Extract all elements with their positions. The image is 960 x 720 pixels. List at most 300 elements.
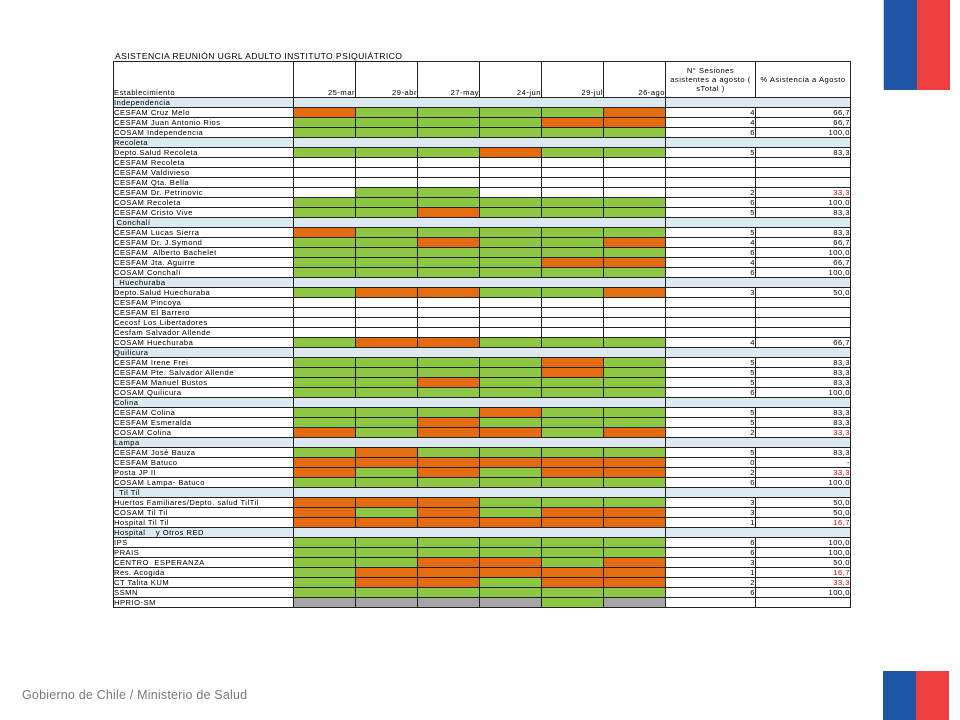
attendance-cell	[294, 588, 356, 598]
attendance-percent: 83,3	[756, 378, 851, 388]
attendance-cell	[294, 408, 356, 418]
attendance-cell	[542, 568, 604, 578]
attendance-cell	[542, 328, 604, 338]
attendance-cell	[542, 508, 604, 518]
attendance-cell	[542, 288, 604, 298]
attendance-percent: 83,3	[756, 368, 851, 378]
table-row	[114, 238, 851, 248]
establishment-name: COSAM Lampa- Batuco	[114, 478, 294, 488]
attendance-cell	[604, 338, 666, 348]
table-row	[114, 368, 851, 378]
attendance-cell	[356, 578, 418, 588]
group-row	[114, 98, 851, 108]
attendance-cell	[480, 358, 542, 368]
attendance-cell	[294, 268, 356, 278]
attendance-cell	[542, 458, 604, 468]
attendance-cell	[294, 168, 356, 178]
attendance-cell	[604, 508, 666, 518]
attendance-cell	[356, 518, 418, 528]
attendance-percent: 100,0	[756, 128, 851, 138]
attendance-cell	[294, 128, 356, 138]
attendance-cell	[480, 168, 542, 178]
attendance-cell	[294, 228, 356, 238]
group-row	[114, 528, 851, 538]
establishment-name: CENTRO ESPERANZA	[114, 558, 294, 568]
sessions-count: 6	[666, 388, 756, 398]
attendance-cell	[294, 308, 356, 318]
attendance-cell	[294, 288, 356, 298]
establishment-name: CESFAM Pincoya	[114, 298, 294, 308]
sessions-count: 5	[666, 448, 756, 458]
attendance-cell	[604, 578, 666, 588]
attendance-cell	[480, 598, 542, 608]
attendance-percent	[756, 308, 851, 318]
sessions-count: 5	[666, 228, 756, 238]
attendance-cell	[542, 428, 604, 438]
chile-flag-stripe-bottom	[883, 671, 949, 720]
establishment-name: CESFAM Batuco	[114, 458, 294, 468]
attendance-percent: 66,7	[756, 118, 851, 128]
table-row	[114, 418, 851, 428]
header-sessions: N° Sesiones asistentes a agosto ( sTotal )	[666, 62, 756, 98]
attendance-percent	[756, 318, 851, 328]
attendance-cell	[356, 118, 418, 128]
table-row	[114, 538, 851, 548]
group-name: Lampa	[114, 438, 294, 448]
attendance-cell	[480, 328, 542, 338]
attendance-percent: 83,3	[756, 148, 851, 158]
attendance-cell	[356, 498, 418, 508]
attendance-cell	[480, 148, 542, 158]
attendance-cell	[604, 558, 666, 568]
sessions-count: 5	[666, 408, 756, 418]
attendance-cell	[604, 318, 666, 328]
attendance-cell	[604, 388, 666, 398]
table-row	[114, 158, 851, 168]
attendance-cell	[294, 428, 356, 438]
attendance-cell	[418, 248, 480, 258]
attendance-percent: 100,0	[756, 588, 851, 598]
attendance-cell	[356, 198, 418, 208]
attendance-cell	[542, 318, 604, 328]
attendance-cell	[604, 568, 666, 578]
attendance-cell	[480, 338, 542, 348]
attendance-cell	[604, 178, 666, 188]
table-row	[114, 328, 851, 338]
attendance-cell	[356, 338, 418, 348]
attendance-cell	[418, 568, 480, 578]
attendance-cell	[480, 428, 542, 438]
attendance-cell	[604, 198, 666, 208]
establishment-name: CESFAM Irene Frei	[114, 358, 294, 368]
attendance-cell	[604, 548, 666, 558]
attendance-cell	[542, 228, 604, 238]
sessions-count	[666, 298, 756, 308]
establishment-name: CESFAM Lucas Sierra	[114, 228, 294, 238]
sessions-count: 3	[666, 288, 756, 298]
attendance-cell	[356, 318, 418, 328]
attendance-cell	[418, 458, 480, 468]
sessions-count: 6	[666, 248, 756, 258]
table-row	[114, 598, 851, 608]
attendance-cell	[480, 448, 542, 458]
attendance-cell	[418, 128, 480, 138]
group-name: Recoleta	[114, 138, 294, 148]
sessions-count: 1	[666, 518, 756, 528]
sessions-count	[666, 598, 756, 608]
group-row	[114, 348, 851, 358]
attendance-cell	[418, 548, 480, 558]
establishment-name: COSAM Til Til	[114, 508, 294, 518]
establishment-name: COSAM Huechuraba	[114, 338, 294, 348]
establishment-name: Huertos Familiares/Depto. salud TilTil	[114, 498, 294, 508]
group-name: Colina	[114, 398, 294, 408]
attendance-percent: 83,3	[756, 408, 851, 418]
attendance-cell	[604, 478, 666, 488]
attendance-cell	[480, 368, 542, 378]
attendance-cell	[480, 228, 542, 238]
table-row	[114, 558, 851, 568]
sessions-count: 5	[666, 368, 756, 378]
establishment-name: HPRIO-SM	[114, 598, 294, 608]
group-spacer	[666, 528, 851, 538]
sessions-count: 2	[666, 188, 756, 198]
attendance-percent: 100,0	[756, 388, 851, 398]
attendance-cell	[294, 248, 356, 258]
attendance-cell	[356, 558, 418, 568]
attendance-cell	[418, 188, 480, 198]
header-date: 27-may	[418, 62, 480, 98]
table-row	[114, 478, 851, 488]
establishment-name: COSAM Independencia	[114, 128, 294, 138]
attendance-cell	[480, 458, 542, 468]
establishment-name: Posta JP II	[114, 468, 294, 478]
attendance-cell	[356, 408, 418, 418]
attendance-percent: 66,7	[756, 238, 851, 248]
attendance-cell	[294, 328, 356, 338]
sessions-count: 6	[666, 538, 756, 548]
attendance-cell	[356, 308, 418, 318]
sessions-count: 4	[666, 108, 756, 118]
sessions-count: 5	[666, 418, 756, 428]
attendance-percent: 50,0	[756, 508, 851, 518]
attendance-cell	[356, 548, 418, 558]
attendance-cell	[356, 108, 418, 118]
sessions-count: 5	[666, 208, 756, 218]
table-body	[114, 98, 851, 608]
attendance-cell	[356, 228, 418, 238]
attendance-cell	[294, 548, 356, 558]
attendance-cell	[356, 148, 418, 158]
attendance-cell	[542, 298, 604, 308]
group-row	[114, 438, 851, 448]
attendance-percent: 50,0	[756, 288, 851, 298]
table-row	[114, 508, 851, 518]
attendance-cell	[480, 198, 542, 208]
sessions-count: 6	[666, 128, 756, 138]
attendance-cell	[542, 108, 604, 118]
attendance-cell	[356, 568, 418, 578]
attendance-cell	[294, 118, 356, 128]
attendance-cell	[542, 468, 604, 478]
table-row	[114, 578, 851, 588]
attendance-cell	[418, 108, 480, 118]
attendance-cell	[480, 258, 542, 268]
attendance-cell	[480, 578, 542, 588]
attendance-cell	[542, 368, 604, 378]
establishment-name: CESFAM Recoleta	[114, 158, 294, 168]
attendance-cell	[480, 288, 542, 298]
attendance-cell	[294, 178, 356, 188]
attendance-cell	[542, 238, 604, 248]
header-date: 24-jun	[480, 62, 542, 98]
attendance-percent: 33,3	[756, 428, 851, 438]
establishment-name: Cesfam Salvador Allende	[114, 328, 294, 338]
attendance-cell	[356, 358, 418, 368]
table-row	[114, 288, 851, 298]
attendance-cell	[604, 428, 666, 438]
establishment-name: COSAM Conchalí	[114, 268, 294, 278]
attendance-cell	[418, 578, 480, 588]
attendance-cell	[356, 458, 418, 468]
establishment-name: Res. Acogida	[114, 568, 294, 578]
attendance-percent: 50,0	[756, 558, 851, 568]
attendance-cell	[356, 378, 418, 388]
attendance-cell	[294, 158, 356, 168]
attendance-cell	[604, 268, 666, 278]
attendance-cell	[480, 308, 542, 318]
attendance-cell	[294, 458, 356, 468]
attendance-cell	[356, 208, 418, 218]
attendance-cell	[604, 158, 666, 168]
attendance-cell	[542, 188, 604, 198]
attendance-cell	[604, 538, 666, 548]
establishment-name: CESFAM Pte. Salvador Allende	[114, 368, 294, 378]
attendance-cell	[604, 188, 666, 198]
sessions-count: 2	[666, 428, 756, 438]
sessions-count	[666, 308, 756, 318]
attendance-cell	[542, 308, 604, 318]
sessions-count	[666, 158, 756, 168]
attendance-cell	[418, 118, 480, 128]
sessions-count: 5	[666, 358, 756, 368]
attendance-percent: 66,7	[756, 338, 851, 348]
attendance-cell	[418, 308, 480, 318]
group-spacer	[294, 98, 666, 108]
attendance-cell	[418, 178, 480, 188]
establishment-name: PRAIS	[114, 548, 294, 558]
attendance-percent: 33,3	[756, 468, 851, 478]
establishment-name: CESFAM Colina	[114, 408, 294, 418]
table-row	[114, 338, 851, 348]
attendance-cell	[418, 468, 480, 478]
attendance-cell	[604, 598, 666, 608]
sessions-count	[666, 328, 756, 338]
establishment-name: CESFAM Cruz Melo	[114, 108, 294, 118]
attendance-cell	[356, 288, 418, 298]
attendance-cell	[356, 478, 418, 488]
attendance-cell	[480, 248, 542, 258]
attendance-percent: 100,0	[756, 198, 851, 208]
sessions-count: 2	[666, 578, 756, 588]
group-spacer	[294, 278, 666, 288]
attendance-percent	[756, 328, 851, 338]
attendance-cell	[294, 468, 356, 478]
attendance-cell	[604, 168, 666, 178]
attendance-cell	[542, 198, 604, 208]
attendance-percent: 33,3	[756, 188, 851, 198]
attendance-cell	[418, 508, 480, 518]
group-row	[114, 398, 851, 408]
sessions-count: 1	[666, 568, 756, 578]
establishment-name: IPS	[114, 538, 294, 548]
table-row	[114, 248, 851, 258]
attendance-percent	[756, 158, 851, 168]
attendance-percent: 83,3	[756, 228, 851, 238]
table-row	[114, 228, 851, 238]
attendance-cell	[542, 598, 604, 608]
attendance-cell	[604, 408, 666, 418]
attendance-cell	[294, 558, 356, 568]
attendance-cell	[356, 538, 418, 548]
attendance-cell	[418, 588, 480, 598]
table-row	[114, 388, 851, 398]
table-row	[114, 518, 851, 528]
header-date: 25-mar	[294, 62, 356, 98]
attendance-cell	[480, 158, 542, 168]
attendance-cell	[356, 128, 418, 138]
attendance-cell	[294, 148, 356, 158]
group-name: Quilicura	[114, 348, 294, 358]
header-date: 29-jul	[542, 62, 604, 98]
attendance-cell	[356, 178, 418, 188]
attendance-cell	[356, 368, 418, 378]
attendance-cell	[418, 378, 480, 388]
table-row	[114, 448, 851, 458]
attendance-cell	[604, 298, 666, 308]
attendance-cell	[418, 478, 480, 488]
attendance-cell	[418, 208, 480, 218]
attendance-cell	[294, 498, 356, 508]
establishment-name: CESFAM Manuel Bustos	[114, 378, 294, 388]
attendance-cell	[480, 388, 542, 398]
attendance-cell	[542, 388, 604, 398]
attendance-cell	[294, 368, 356, 378]
attendance-cell	[604, 228, 666, 238]
attendance-cell	[294, 188, 356, 198]
attendance-cell	[604, 128, 666, 138]
establishment-name: CESFAM Dr. J.Symond	[114, 238, 294, 248]
attendance-cell	[604, 208, 666, 218]
attendance-cell	[480, 538, 542, 548]
attendance-cell	[542, 248, 604, 258]
attendance-cell	[480, 188, 542, 198]
attendance-cell	[418, 598, 480, 608]
chile-flag-stripe-top	[883, 0, 950, 90]
sessions-count: 6	[666, 268, 756, 278]
attendance-cell	[480, 408, 542, 418]
group-spacer	[666, 278, 851, 288]
attendance-cell	[480, 178, 542, 188]
attendance-percent: 100,0	[756, 538, 851, 548]
attendance-cell	[542, 358, 604, 368]
attendance-cell	[542, 158, 604, 168]
attendance-cell	[542, 538, 604, 548]
attendance-cell	[356, 158, 418, 168]
attendance-cell	[480, 508, 542, 518]
sessions-count: 3	[666, 508, 756, 518]
group-name: Conchalí	[114, 218, 294, 228]
footer-text: Gobierno de Chile / Ministerio de Salud	[22, 688, 248, 702]
attendance-percent: 100,0	[756, 248, 851, 258]
attendance-percent	[756, 168, 851, 178]
group-spacer	[666, 398, 851, 408]
attendance-cell	[480, 468, 542, 478]
attendance-cell	[542, 518, 604, 528]
establishment-name: COSAM Colina	[114, 428, 294, 438]
attendance-cell	[294, 318, 356, 328]
sessions-count: 6	[666, 478, 756, 488]
attendance-cell	[480, 108, 542, 118]
establishment-name: COSAM Recoleta	[114, 198, 294, 208]
attendance-cell	[356, 328, 418, 338]
table-row	[114, 468, 851, 478]
attendance-cell	[480, 558, 542, 568]
attendance-cell	[604, 288, 666, 298]
attendance-cell	[418, 518, 480, 528]
table-row	[114, 458, 851, 468]
attendance-cell	[418, 498, 480, 508]
attendance-cell	[356, 448, 418, 458]
attendance-cell	[604, 378, 666, 388]
attendance-cell	[418, 198, 480, 208]
group-spacer	[294, 398, 666, 408]
attendance-cell	[604, 328, 666, 338]
header-establishment: Establecimiento	[114, 62, 294, 98]
attendance-cell	[542, 548, 604, 558]
establishment-name: Depto.Salud Huechuraba	[114, 288, 294, 298]
attendance-cell	[294, 378, 356, 388]
group-row	[114, 218, 851, 228]
attendance-cell	[418, 428, 480, 438]
attendance-cell	[294, 598, 356, 608]
attendance-cell	[356, 248, 418, 258]
attendance-percent: 16,7	[756, 518, 851, 528]
attendance-cell	[542, 558, 604, 568]
attendance-cell	[356, 238, 418, 248]
attendance-cell	[604, 518, 666, 528]
table-row	[114, 168, 851, 178]
establishment-name: Cecosf Los Libertadores	[114, 318, 294, 328]
attendance-cell	[418, 538, 480, 548]
group-name: Til Til	[114, 488, 294, 498]
attendance-cell	[604, 368, 666, 378]
attendance-cell	[480, 268, 542, 278]
attendance-cell	[418, 238, 480, 248]
establishment-name: Hospital Til Til	[114, 518, 294, 528]
attendance-cell	[418, 148, 480, 158]
attendance-cell	[480, 588, 542, 598]
group-name: Hospital y Otros RED	[114, 528, 294, 538]
attendance-cell	[480, 238, 542, 248]
attendance-cell	[542, 168, 604, 178]
group-spacer	[666, 488, 851, 498]
sessions-count: 4	[666, 338, 756, 348]
attendance-cell	[604, 358, 666, 368]
group-row	[114, 138, 851, 148]
attendance-cell	[604, 108, 666, 118]
attendance-cell	[418, 328, 480, 338]
